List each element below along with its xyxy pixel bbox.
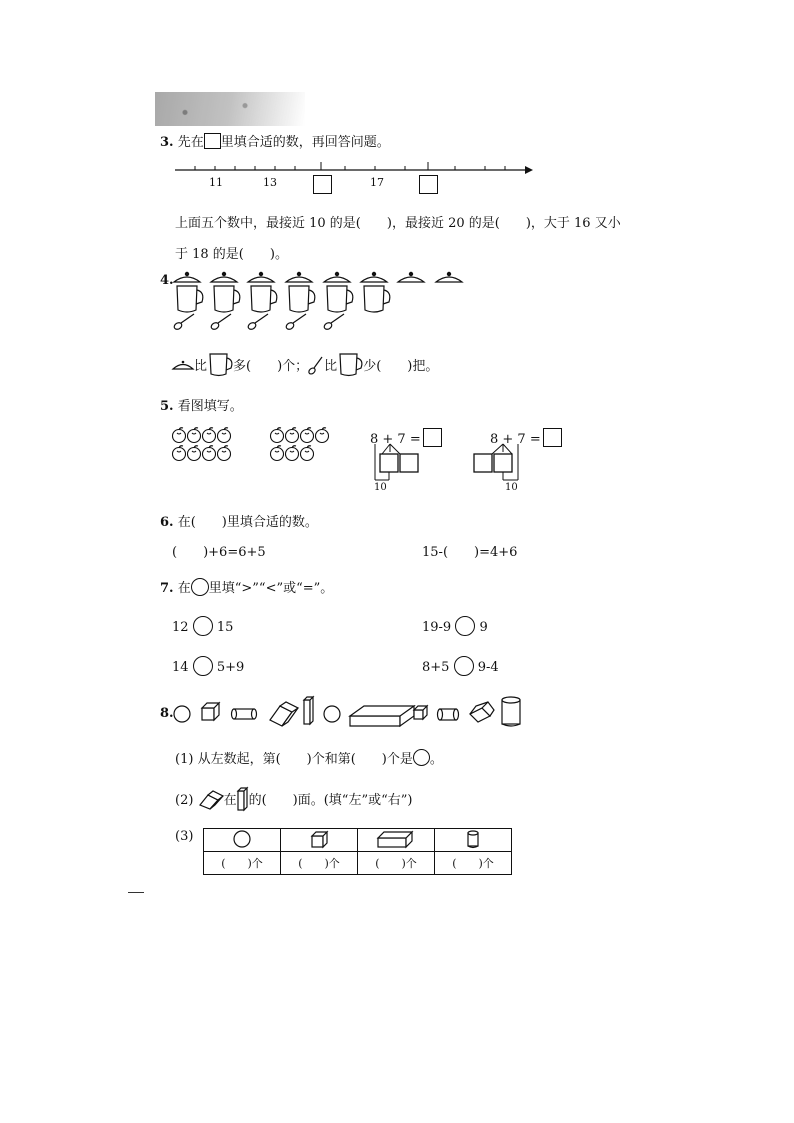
question-5-title [160,395,243,414]
apples-picture [172,428,332,464]
question-4-sentence [172,352,438,378]
tilted-cube-icon [470,702,494,722]
apple-icon [271,446,284,461]
question-8-number: 8. [160,706,174,721]
answer-circle-icon [191,578,209,596]
question-6-number: 6. [160,515,174,530]
standing-cylinder-icon [466,830,480,848]
apple-icon [173,428,186,443]
question-5-number: 5. [160,399,174,414]
tall-cuboid-icon [237,787,249,811]
lid-icon [172,359,194,371]
question-6-left-equation [172,541,266,560]
question-3-text-before: 先在 [177,135,204,150]
table-row [204,852,512,875]
spoon-icon [308,355,324,375]
part-1-text: 从左数起，第( )个和第( )个是 [197,752,413,767]
count-blank[interactable]: ( )个 [358,852,435,875]
more-text: 多( )个； [233,359,309,374]
answer-box-icon [204,133,221,149]
question-3-line-2: 于 18 的是( )。 [175,247,288,262]
compare-right: 5+9 [216,660,245,675]
apple-icon [203,428,216,443]
compare-circle[interactable] [193,616,213,636]
apple-icon [286,428,299,443]
number-line-blank-box[interactable] [313,175,332,194]
compare-d [422,656,499,676]
long-cuboid-icon [350,706,414,726]
cup-with-lid-icon [286,272,315,312]
compare-left: 12 [172,620,189,635]
spoon-icon [173,314,194,331]
question-6-right-equation [422,541,517,560]
cup-icon [337,352,363,378]
cube-icon [309,830,329,848]
cube-icon [414,706,427,719]
cylinder-icon [232,709,257,719]
sphere-icon [413,749,430,766]
table-cell-cylinder [435,829,512,852]
equation-text: +6=6+5 [208,545,266,560]
question-7-text-after: 里填“>”“<”或“=”。 [208,581,334,596]
apple-icon [301,428,314,443]
solids-row-picture [172,694,527,728]
question-6-text: 在( )里填合适的数。 [177,515,318,530]
apple-icon [173,446,186,461]
apple-icon [218,428,231,443]
part-label: (3) [175,829,194,844]
question-6-title [160,511,318,530]
apple-icon [286,446,299,461]
spoon-icon [247,314,268,331]
question-4-number: 4. [160,273,174,288]
question-3-line-1: 上面五个数中，最接近 10 的是( )，最接近 20 的是( )，大于 16 又小 [175,216,621,231]
apple-icon [271,428,284,443]
table-row [204,829,512,852]
standing-cylinder-icon [502,697,520,726]
cup-with-lid-icon [248,272,277,312]
tick-label: 11 [209,176,223,189]
compare-circle[interactable] [454,656,474,676]
question-3-number: 3. [160,135,174,150]
number-line-blank-box[interactable] [419,175,438,194]
tilted-cuboid-icon [198,789,224,809]
compare-c [172,656,244,676]
cube-icon [202,703,219,720]
question-5-text: 看图填写。 [177,399,243,414]
shape-count-table [203,828,512,875]
apple-icon [218,446,231,461]
spoon-icon [285,314,306,331]
equation-answer-box[interactable] [543,428,562,447]
compare-right: 15 [216,620,234,635]
compare-right: 9-4 [477,660,499,675]
count-blank[interactable]: ( )个 [204,852,281,875]
compare-a [172,616,233,636]
question-3-title [160,131,390,150]
question-7-title [160,577,333,596]
less-text: 少( )把。 [363,359,439,374]
spoon-icon [323,314,344,331]
question-3-text-after: 里填合适的数，再回答问题。 [220,135,390,150]
question-8-part-2 [175,787,412,811]
split-diagram-2 [470,442,530,487]
table-cell-cube [281,829,358,852]
sphere-icon [174,706,190,722]
compare-left: 8+5 [422,660,450,675]
part-2-text: 的( )面。(填“左”或“右”) [248,793,413,808]
question-8-part-1 [175,748,443,767]
apple-icon [203,446,216,461]
sphere-icon [232,830,252,848]
compare-word: 比 [324,359,338,374]
split-diagram-1 [372,442,432,487]
cup-with-lid-icon [324,272,353,312]
compare-circle[interactable] [193,656,213,676]
tilted-cuboid-icon [270,702,298,726]
sum-ten-label: 10 [505,482,518,493]
part-label: (1) [175,752,194,767]
compare-right: 9 [479,620,488,635]
long-cuboid-icon [376,830,416,848]
count-blank[interactable]: ( )个 [435,852,512,875]
spoon-icon [210,314,231,331]
compare-left: 14 [172,660,189,675]
sphere-icon [324,706,340,722]
fill-blank[interactable]: ( ) [442,545,480,560]
compare-word: 比 [194,359,208,374]
cylinder-icon [438,709,459,720]
tall-cuboid-icon [304,697,313,724]
table-cell-cuboid [358,829,435,852]
part-1-end: 。 [429,752,443,767]
equation-1-text: 8 + 7 = [370,432,421,447]
tick-label: 13 [263,176,277,189]
count-blank[interactable]: ( )个 [281,852,358,875]
part-label: (2) [175,793,194,808]
apple-icon [188,446,201,461]
lid-icon [398,272,424,282]
equation-2-text: 8 + 7 = [490,432,541,447]
apple-icon [316,428,329,443]
fill-blank[interactable]: ( ) [172,545,209,560]
apple-icon [188,428,201,443]
compare-circle[interactable] [455,616,475,636]
number-line [175,160,535,180]
equation-text: 15- [422,545,443,560]
cup-with-lid-icon [174,272,203,312]
cups-lids-spoons-picture [172,270,472,340]
question-7-number: 7. [160,581,174,596]
margin-mark [128,892,144,893]
tick-label: 17 [370,176,384,189]
lid-icon [436,272,462,282]
scan-corner-decoration [155,92,305,126]
part-2-word: 在 [223,793,237,808]
compare-b [422,616,488,636]
question-7-text-before: 在 [177,581,191,596]
cup-with-lid-icon [361,272,390,312]
cup-icon [207,352,233,378]
apple-icon [301,446,314,461]
table-cell-sphere [204,829,281,852]
sum-ten-label: 10 [374,482,387,493]
cup-with-lid-icon [211,272,240,312]
compare-left: 19-9 [422,620,452,635]
equation-text: =4+6 [479,545,518,560]
